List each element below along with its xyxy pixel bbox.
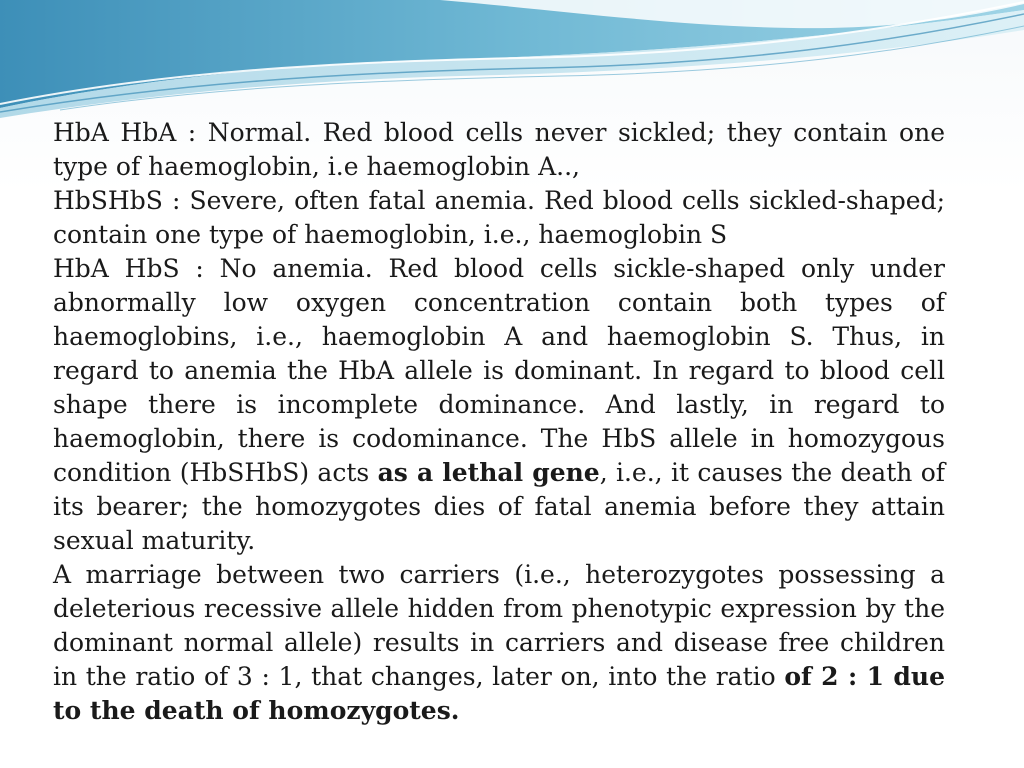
ratio-emphasis: of 2 : 1 due to the death of homozygotes. [53, 662, 945, 725]
slide-body-text [53, 116, 945, 728]
paragraph-text: A marriage between two carriers (i.e., heterozygotes possessing a deleterious recessive allele hidden from phenotypic expression by the dominant normal allele) results in carriers and disease free children in the ratio of 3 : 1, that changes, later on, into the ratio [53, 560, 945, 691]
paragraph-text: HbSHbS : Severe, often fatal anemia. Red blood cells sickled-shaped; contain one type of haemoglobin, i.e., haemoglobin S [53, 186, 945, 249]
paragraph-text: HbA HbS : No anemia. Red blood cells sickle-shaped only under abnormally low oxygen concentration contain both types of haemoglobins, i.e., haemoglobin A and haemoglobin S. Thus, in regard to anemia the HbA allele is dominant. In regard to blood cell shape there is incomplete dominance. And lastly, in regard to haemoglobin, there is codominance. The HbS allele in homozygous condition (HbSHbS) acts [53, 254, 945, 487]
paragraph-hba-hba [53, 116, 945, 184]
paragraph-text: , i.e., it causes the death of its bearer; the homozygotes dies of fatal anemia before they attain sexual maturity. [53, 458, 946, 555]
paragraph-hbshbs [53, 184, 945, 252]
paragraph-text: HbA HbA : Normal. Red blood cells never sickled; they contain one type of haemoglobin, i.e haemoglobin A.., [53, 118, 945, 181]
paragraph-carrier-marriage [53, 558, 945, 728]
paragraph-hba-hbs [53, 252, 945, 558]
wave-header-decoration [0, 0, 1024, 120]
lethal-gene-emphasis: as a lethal gene [377, 458, 600, 487]
